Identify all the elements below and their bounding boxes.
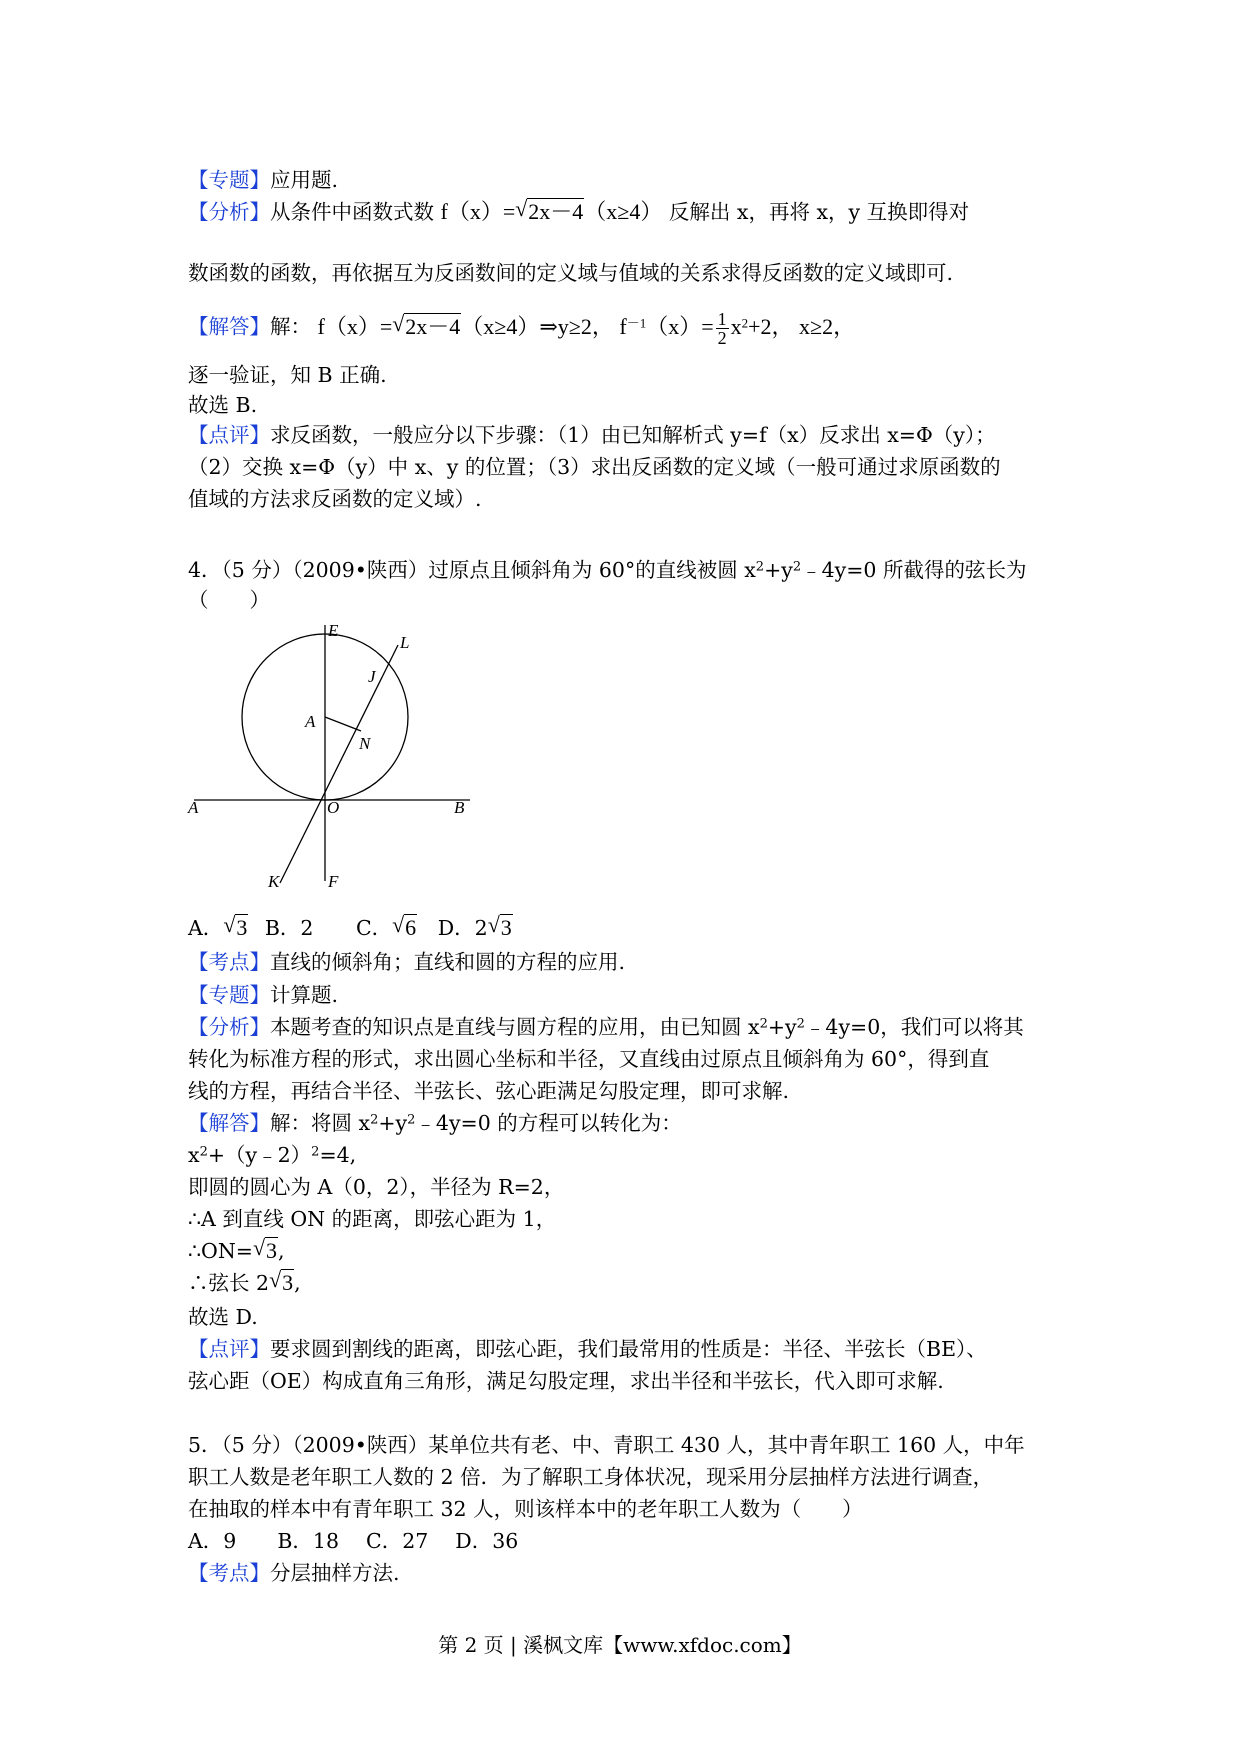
q4-answer: 故选 D.: [188, 1305, 258, 1329]
q3-answer-line: 故选 B.: [188, 393, 258, 417]
q4-comment-line: 【点评】要求圆到割线的距离，即弦心距，我们最常用的性质是：半径、半弦长（BE）、: [188, 1337, 987, 1361]
label-n: N: [359, 734, 371, 753]
option-d: D．2 √ 3: [437, 912, 512, 940]
q4-equation: $x^2+(y﹣2)^2=4$,: [188, 1143, 357, 1167]
label-e: E: [328, 621, 339, 640]
label-j: J: [368, 667, 376, 686]
label-l: L: [400, 633, 410, 652]
analysis-text: 从条件中函数式数: [270, 200, 434, 224]
q3-comment-line-2: （2）交换 x=Φ（y）中 x、y 的位置；（3）求出反函数的定义域（一般可通过求原函数的: [188, 455, 1001, 479]
q5-knowledge-line: 【考点】分层抽样方法.: [188, 1561, 400, 1585]
option-c: C． √ 6: [355, 912, 417, 940]
q4-title: 4．（5 分）（2009•陕西）过原点且倾斜角为 60°的直线被圆 $x^2+y^2﹣4y=0$ 所截得的弦长为: [188, 558, 1027, 582]
solution-formula: f（x）= √ 2x－4（x≥4）⇒y≥2， $f^{-1}(x)=$ $\frac{1}{2}$ $x^2+2$， x≥2，: [317, 309, 856, 348]
q3-analysis-line: [188, 197, 1068, 227]
q3-topic-line: [188, 165, 1068, 195]
label-a: A: [305, 712, 316, 731]
q4-title-line-2: （ ）: [188, 588, 270, 612]
topic-tag: 【专题】: [188, 168, 270, 192]
analysis-tag: 【分析】: [188, 200, 270, 224]
q5-title-line-3: 在抽取的样本中有青年职工 32 人，则该样本中的老年职工人数为（ ）: [188, 1497, 863, 1521]
analysis-text-end: 反解出 x，再将 x，y 互换即得对: [668, 200, 970, 224]
label-b: B: [454, 798, 465, 817]
q5-title: 5．（5 分）（2009•陕西）某单位共有老、中、青职工 430 人，其中青年职工 160 人，中年: [188, 1433, 1025, 1457]
q4-topic-line: 【专题】计算题.: [188, 983, 339, 1007]
q3-solution-line: 【解答】解： f（x）= √ 2x－4（x≥4）⇒y≥2， $f^{-1}(x)=$ $\frac{1}{2}$ $x^2+2$， x≥2，: [188, 309, 856, 348]
q4-knowledge-line: 【考点】直线的倾斜角；直线和圆的方程的应用.: [188, 950, 626, 974]
q4-analysis-line-3: 线的方程，再结合半径、半弦长、弦心距满足勾股定理，即可求解.: [188, 1079, 790, 1103]
segment-an: [325, 717, 361, 731]
label-o: O: [327, 798, 340, 817]
q4-options: [188, 913, 1068, 943]
q3-comment-line-3: 值域的方法求反函数的定义域）.: [188, 487, 482, 511]
q3-comment-line: 【点评】求反函数，一般应分以下步骤：（1）由已知解析式 y=f（x）反求出 x=Φ（y）；: [188, 423, 996, 447]
topic-text: 应用题.: [270, 168, 339, 192]
option-b: B．2: [264, 916, 314, 940]
q3-analysis-line-2: 数函数的函数，再依据互为反函数间的定义域与值域的关系求得反函数的定义域即可.: [188, 261, 954, 285]
q4-comment-line-2: 弦心距（OE）构成直角三角形，满足勾股定理，求出半径和半弦长，代入即可求解.: [188, 1369, 944, 1393]
comment-tag: 【点评】: [188, 423, 270, 447]
solution-tag: 【解答】: [188, 314, 270, 339]
q4-step-2: ∴A 到直线 ON 的距离，即弦心距为 1，: [188, 1207, 557, 1231]
line-kl: [280, 645, 398, 883]
page-footer: 第 2 页 | 溪枫文库【www.xfdoc.com】: [438, 1633, 802, 1657]
geometry-figure: [185, 615, 485, 890]
q5-options: A．9 B．18 C．27 D．36: [188, 1529, 519, 1553]
label-a-left: A: [188, 798, 199, 817]
label-k: K: [268, 872, 280, 890]
label-f: F: [328, 872, 339, 890]
q4-solution-line: 【解答】解：将圆 $x^2+y^2﹣4y=0$ 的方程可以转化为：: [188, 1111, 682, 1135]
q5-title-line-2: 职工人数是老年职工人数的 2 倍．为了解职工身体状况，现采用分层抽样方法进行调查，: [188, 1465, 994, 1489]
q4-analysis-line-2: 转化为标准方程的形式，求出圆心坐标和半径，又直线由过原点且倾斜角为 60°，得到直: [188, 1047, 990, 1071]
q4-step-1: 即圆的圆心为 A（0，2），半径为 R=2，: [188, 1175, 565, 1199]
q3-verify-line: 逐一验证，知 B 正确.: [188, 363, 387, 387]
function-formula: f（x）= √ 2x－4（x≥4）: [440, 196, 663, 224]
q4-step-4: ∴弦长 2 √ 3,: [188, 1267, 301, 1295]
q4-analysis-line: 【分析】本题考查的知识点是直线与圆方程的应用，由已知圆 $x^2+y^2﹣4y=0$，我们可以将其: [188, 1015, 1024, 1039]
q4-step-3: ∴ON= √ 3,: [188, 1235, 285, 1263]
option-a: A． √ 3: [188, 912, 248, 940]
